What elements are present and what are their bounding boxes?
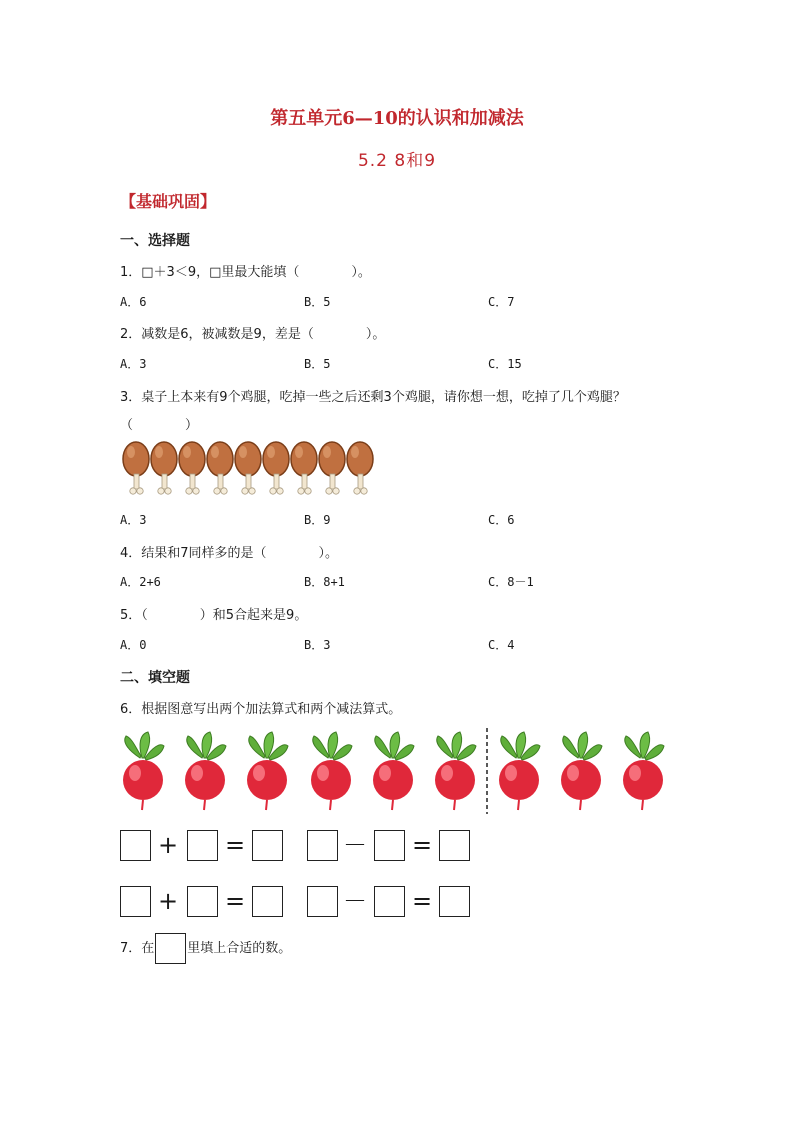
q4-option-b: B．8+1 — [304, 575, 345, 589]
q2-option-b: B．5 — [304, 357, 331, 371]
q3-option-c: C．6 — [488, 513, 515, 527]
q7-suffix: 里填上合适的数。 — [187, 941, 292, 956]
answer-box[interactable] — [187, 830, 218, 861]
answer-box[interactable] — [439, 830, 470, 861]
worksheet-subtitle: 5.2 8和9 — [357, 151, 437, 171]
q5-option-b: B．3 — [304, 638, 331, 652]
inline-answer-box[interactable] — [155, 933, 186, 964]
question-6: 6．根据图意写出两个加法算式和两个减法算式。 — [120, 702, 402, 717]
equals-sign: = — [411, 831, 433, 859]
plus-sign: + — [157, 887, 179, 915]
answer-box[interactable] — [120, 830, 151, 861]
question-2: 2．减数是6，被减数是9，差是（ ）。 — [120, 327, 386, 342]
answer-box[interactable] — [120, 886, 151, 917]
q1-option-c: C．7 — [488, 295, 515, 309]
equals-sign: = — [224, 831, 246, 859]
answer-box[interactable] — [374, 830, 405, 861]
q5-option-c: C．4 — [488, 638, 515, 652]
part1-heading: 一、选择题 — [120, 233, 190, 249]
question-7 — [120, 933, 291, 964]
minus-sign: － — [343, 831, 367, 859]
equals-sign: = — [411, 887, 433, 915]
question-5: 5．（ ）和5合起来是9。 — [120, 608, 308, 623]
answer-box[interactable] — [307, 830, 338, 861]
part2-heading: 二、填空题 — [120, 670, 190, 686]
answer-box[interactable] — [187, 886, 218, 917]
plus-sign: + — [157, 831, 179, 859]
q1-option-a: A．6 — [120, 295, 147, 309]
chicken-drumsticks-image — [122, 440, 382, 498]
question-3-blank: （ ） — [120, 418, 199, 433]
answer-box[interactable] — [374, 886, 405, 917]
q3-option-a: A．3 — [120, 513, 147, 527]
q2-option-c: C．15 — [488, 357, 522, 371]
section-label: 【基础巩固】 — [120, 192, 217, 211]
q4-option-a: A．2+6 — [120, 575, 161, 589]
q4-option-c: C．8－1 — [488, 575, 534, 589]
question-3: 3．桌子上本来有9个鸡腿，吃掉一些之后还剩3个鸡腿，请你想一想，吃掉了几个鸡腿？ — [120, 390, 626, 405]
q3-option-b: B．9 — [304, 513, 331, 527]
worksheet-title: 第五单元6—10的认识和加减法 — [270, 108, 524, 129]
equals-sign: = — [224, 887, 246, 915]
answer-box[interactable] — [252, 830, 283, 861]
answer-box[interactable] — [307, 886, 338, 917]
q7-prefix: 7．在 — [120, 941, 155, 956]
question-4: 4．结果和7同样多的是（ ）。 — [120, 546, 339, 561]
question-1: 1．□＋3＜9，□里最大能填（ ）。 — [120, 265, 371, 280]
q5-option-a: A．0 — [120, 638, 147, 652]
q1-option-b: B．5 — [304, 295, 331, 309]
radishes-image — [118, 728, 674, 814]
q2-option-a: A．3 — [120, 357, 147, 371]
minus-sign: － — [343, 887, 367, 915]
answer-box[interactable] — [252, 886, 283, 917]
answer-box[interactable] — [439, 886, 470, 917]
